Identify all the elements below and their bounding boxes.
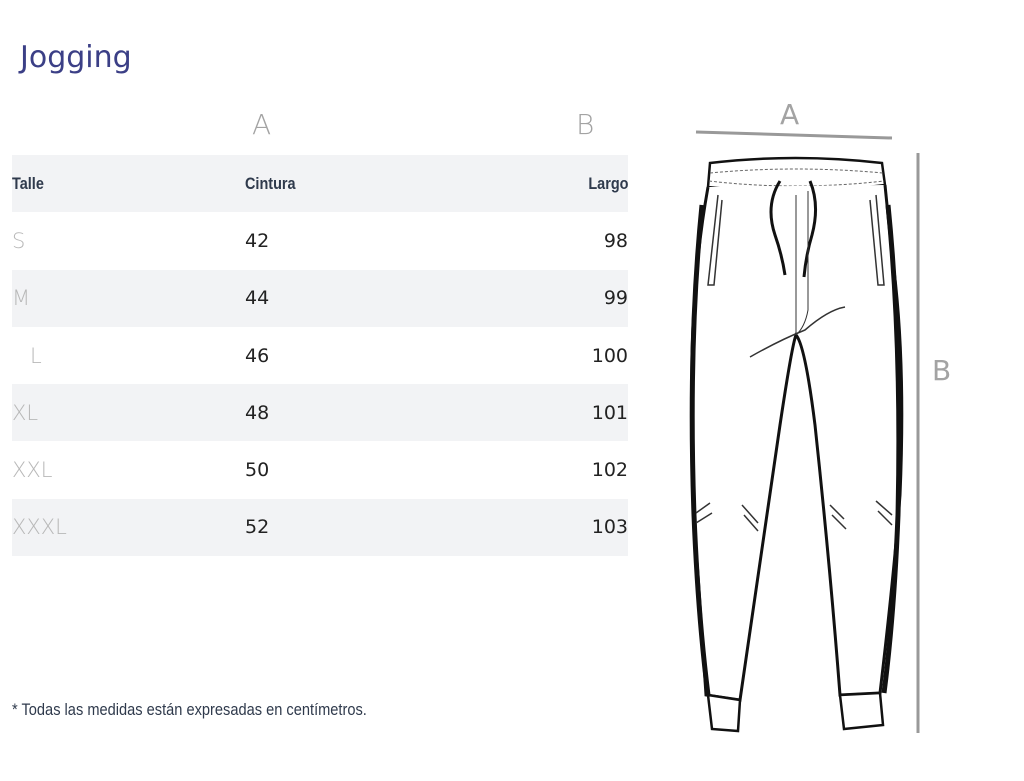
size-cell: M: [12, 286, 31, 311]
cintura-cell: 42: [245, 229, 270, 252]
column-letter-a: A: [252, 108, 272, 141]
left-cuff: [708, 695, 740, 731]
size-table: [12, 155, 628, 556]
cintura-cell: 50: [245, 459, 270, 482]
header-largo: Largo: [587, 173, 628, 193]
size-cell: S: [12, 228, 26, 253]
table-header-row: [12, 155, 628, 212]
largo-cell: 99: [603, 287, 628, 310]
jogger-pants-illustration-icon: [680, 95, 950, 745]
dimension-line-a: [696, 132, 892, 138]
table-row: [12, 270, 628, 327]
table-row: [12, 327, 628, 384]
largo-cell: 101: [591, 401, 628, 424]
size-cell: XL: [12, 400, 39, 425]
cintura-cell: 48: [245, 401, 270, 424]
table-row: [12, 212, 628, 269]
dimension-label-b: B: [932, 354, 952, 387]
cintura-cell: 46: [245, 344, 270, 367]
footnote: * Todas las medidas están expresadas en centímetros.: [12, 700, 367, 719]
largo-cell: 103: [591, 516, 628, 539]
cintura-cell: 52: [245, 516, 270, 539]
largo-cell: 98: [603, 229, 628, 252]
header-talle: Talle: [12, 173, 44, 193]
largo-cell: 100: [591, 344, 628, 367]
size-cell: L: [30, 343, 42, 368]
table-row: [12, 441, 628, 498]
size-cell: XXXL: [12, 515, 67, 540]
table-row: [12, 384, 628, 441]
size-cell: XXL: [12, 458, 53, 483]
header-cintura: Cintura: [245, 173, 296, 193]
largo-cell: 102: [591, 459, 628, 482]
column-letter-b: B: [576, 108, 595, 141]
pants-outline: [692, 185, 902, 700]
table-row: [12, 499, 628, 556]
right-cuff: [840, 693, 883, 729]
page-title: Jogging: [20, 40, 132, 75]
dimension-label-a: A: [780, 98, 800, 131]
cintura-cell: 44: [245, 287, 270, 310]
